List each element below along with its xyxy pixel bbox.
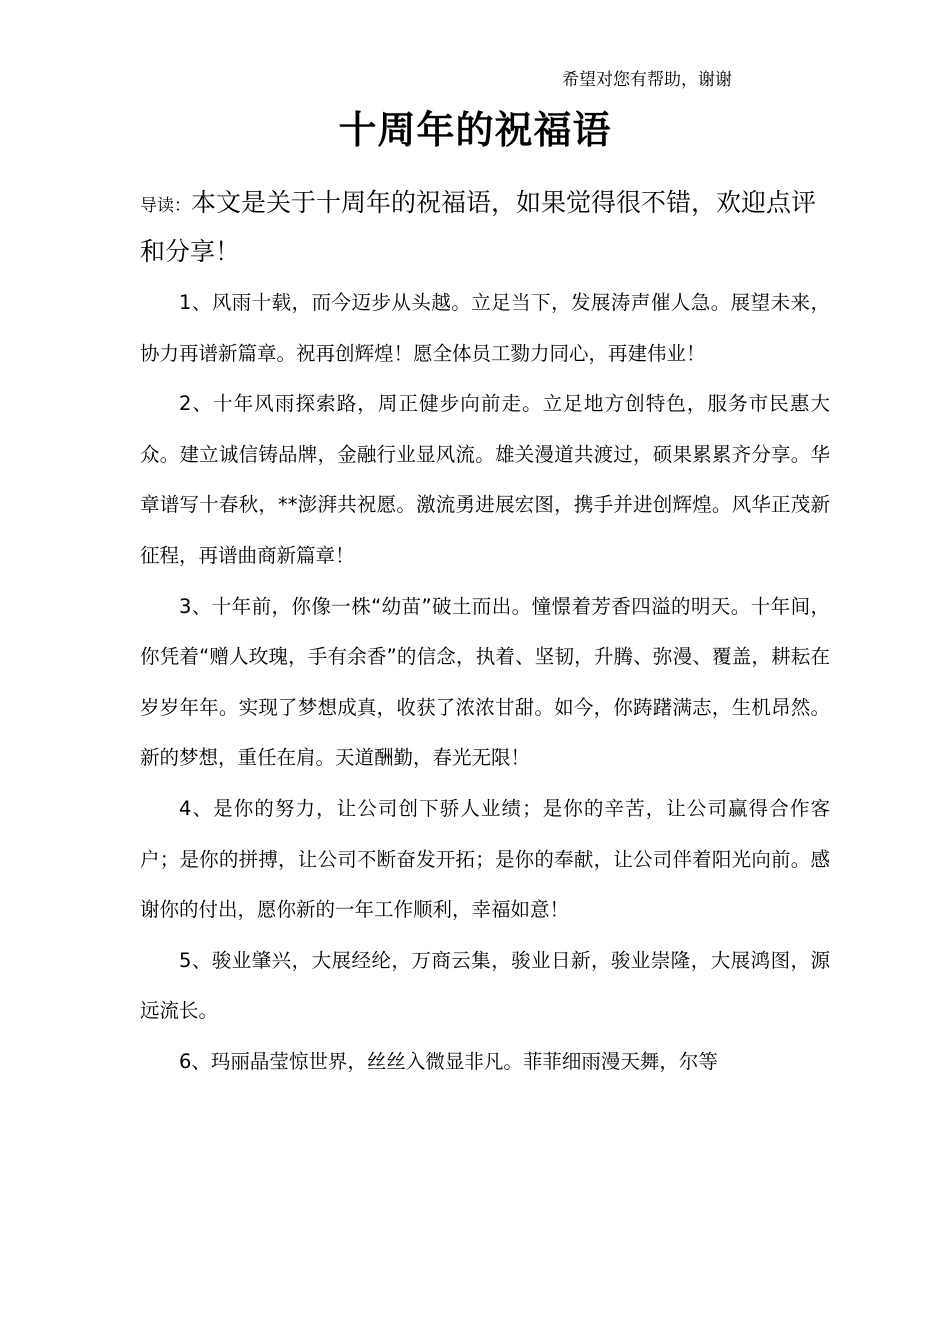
paragraph-3: 3、十年前，你像一株“幼苗”破土而出。憧憬着芳香四溢的明天。十年间，你凭着“赠人玫瑰，手有余香”的信念，执着、坚韧，升腾、弥漫、覆盖，耕耘在岁岁年年。实现了梦想成真，收获了浓浓甘甜。如今，你踌躇满志，生机昂然。新的梦想，重任在肩。天道酬勤，春光无限！ <box>140 594 830 770</box>
article-body <box>140 278 830 1088</box>
paragraph-1: 1、风雨十载，而今迈步从头越。立足当下，发展涛声催人急。展望未来，协力再谱新篇章。祝再创辉煌！愿全体员工勠力同心，再建伟业！ <box>140 291 830 365</box>
paragraph-4: 4、是你的努力，让公司创下骄人业绩；是你的辛苦，让公司赢得合作客户；是你的拼搏，让公司不断奋发开拓；是你的奉献，让公司伴着阳光向前。感谢你的付出，愿你新的一年工作顺利，幸福如意！ <box>140 796 830 922</box>
paragraph-2: 2、十年风雨探索路，周正健步向前走。立足地方创特色，服务市民惠大众。建立诚信铸品牌，金融行业显风流。雄关漫道共渡过，硕果累累齐分享。华章谱写十春秋，**澎湃共祝愿。激流勇进展宏图，携手并进创辉煌。风华正茂新征程，再谱曲商新篇章！ <box>140 392 830 567</box>
page-title: 十周年的祝福语 <box>338 108 612 152</box>
paragraph-6: 6、玛丽晶莹惊世界，丝丝入微显非凡。菲菲细雨漫天舞，尔等 <box>179 1049 718 1073</box>
lead-paragraph <box>140 180 830 275</box>
lead-text: 本文是关于十周年的祝福语，如果觉得很不错，欢迎点评和分享！ <box>140 188 817 266</box>
header-note: 希望对您有帮助，谢谢 <box>562 70 732 90</box>
paragraph-5: 5、骏业肇兴，大展经纶，万商云集，骏业日新，骏业崇隆，大展鸿图，源远流长。 <box>140 948 830 1023</box>
lead-label: 导读： <box>140 196 191 216</box>
